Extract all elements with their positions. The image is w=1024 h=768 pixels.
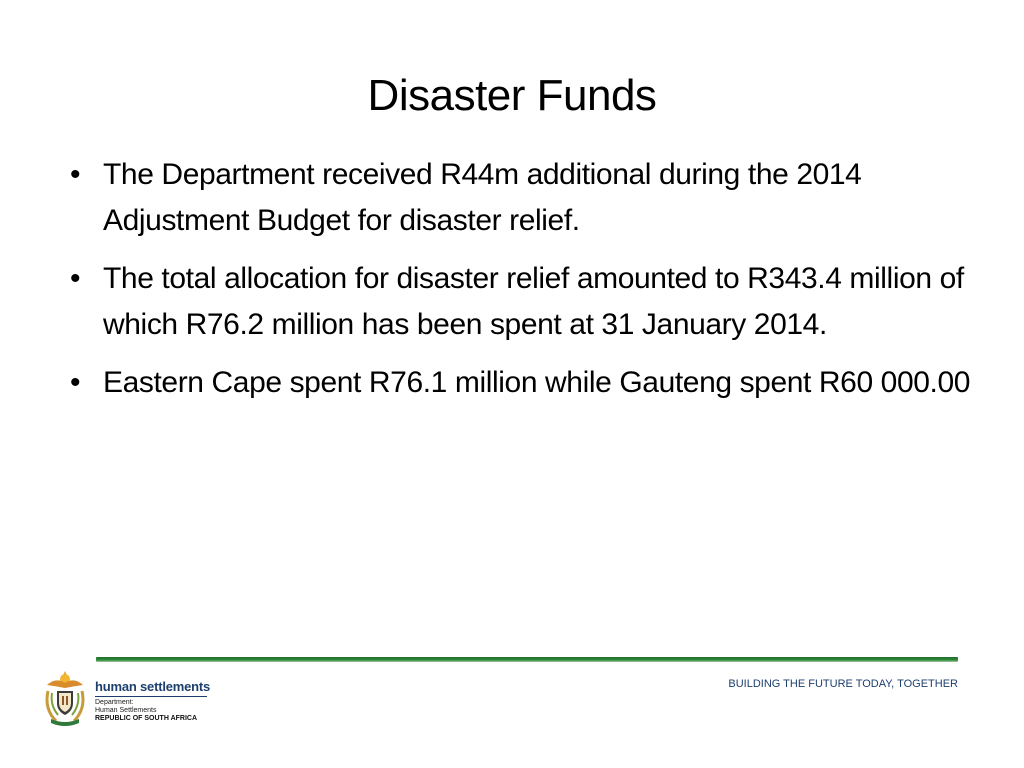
bullet-list [64, 152, 974, 418]
department-label: Department: [95, 699, 134, 706]
slide-title: Disaster Funds [367, 71, 657, 120]
brand-divider [95, 696, 207, 697]
bullet-text: The total allocation for disaster relief amounted to R343.4 million of which R76.2 million has been spent at 31 January 2014. [103, 262, 964, 341]
bullet-item [64, 360, 974, 406]
brand-name: human settlements [95, 679, 211, 694]
bullet-item [64, 152, 974, 244]
brand-block [95, 679, 210, 723]
country-name: REPUBLIC OF SOUTH AFRICA [95, 715, 198, 722]
footer-tagline: BUILDING THE FUTURE TODAY, TOGETHER [728, 678, 958, 690]
bullet-text: The Department received R44m additional during the 2014 Adjustment Budget for disaster relief. [103, 158, 862, 237]
coat-of-arms-icon [42, 669, 88, 727]
bullet-item [64, 256, 974, 348]
bullet-icon: • [70, 366, 81, 399]
department-name: Human Settlements [95, 707, 157, 714]
bullet-text: Eastern Cape spent R76.1 million while Gauteng spent R60 000.00 [103, 366, 971, 399]
bullet-icon: • [70, 158, 81, 191]
bullet-icon: • [70, 262, 81, 295]
footer-divider [96, 657, 958, 662]
